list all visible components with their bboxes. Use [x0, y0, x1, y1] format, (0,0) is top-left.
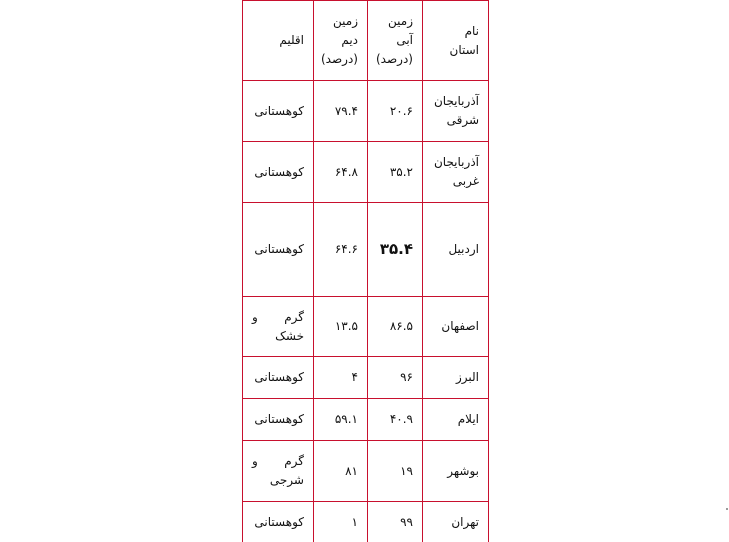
province-cell: ایلام [423, 399, 489, 441]
province-cell: تهران [423, 502, 489, 542]
header-province [423, 1, 489, 81]
irrigated-cell: ۲۰.۶ [368, 81, 423, 142]
table-row [243, 81, 489, 142]
irrigated-cell: ۹۶ [368, 357, 423, 399]
climate-cell: کوهستانی [243, 203, 314, 297]
province-cell: اردبیل [423, 203, 489, 297]
province-land-table [242, 0, 489, 542]
irrigated-cell: ۸۶.۵ [368, 297, 423, 357]
table-row [243, 297, 489, 357]
dryland-cell: ۶۴.۸ [314, 142, 368, 203]
climate-cell: کوهستانی [243, 357, 314, 399]
dryland-cell: ۴ [314, 357, 368, 399]
header-dryland: زمین دیم (درصد) [314, 1, 368, 81]
climate-cell: کوهستانی [243, 399, 314, 441]
climate-cell: گرم و شرجی [243, 441, 314, 502]
table-row [243, 357, 489, 399]
table-header-row [243, 1, 489, 81]
header-irrigated: زمین آبی (درصد) [368, 1, 423, 81]
province-cell: بوشهر [423, 441, 489, 502]
table-row [243, 203, 489, 297]
province-cell: البرز [423, 357, 489, 399]
table-row [243, 441, 489, 502]
dryland-cell: ۷۹.۴ [314, 81, 368, 142]
table-row [243, 399, 489, 441]
dryland-cell: ۱ [314, 502, 368, 542]
irrigated-cell: ۹۹ [368, 502, 423, 542]
header-climate [243, 1, 314, 81]
province-cell: آذربایجان شرقی [423, 81, 489, 142]
dryland-cell: ۱۳.۵ [314, 297, 368, 357]
climate-cell: گرم و خشک [243, 297, 314, 357]
header-province-label: نام استان [449, 23, 479, 57]
climate-cell: کوهستانی [243, 81, 314, 142]
dryland-cell: ۵۹.۱ [314, 399, 368, 441]
province-cell: اصفهان [423, 297, 489, 357]
table-row [243, 502, 489, 542]
header-climate-label: اقلیم [279, 33, 304, 47]
irrigated-cell: ۳۵.۴ [368, 203, 423, 297]
dryland-cell: ۸۱ [314, 441, 368, 502]
irrigated-cell: ۳۵.۲ [368, 142, 423, 203]
province-cell: آذربایجان غربی [423, 142, 489, 203]
dryland-cell: ۶۴.۶ [314, 203, 368, 297]
scroll-marker [726, 508, 728, 510]
irrigated-cell: ۱۹ [368, 441, 423, 502]
irrigated-cell: ۴۰.۹ [368, 399, 423, 441]
climate-cell: کوهستانی [243, 502, 314, 542]
climate-cell: کوهستانی [243, 142, 314, 203]
table-row [243, 142, 489, 203]
